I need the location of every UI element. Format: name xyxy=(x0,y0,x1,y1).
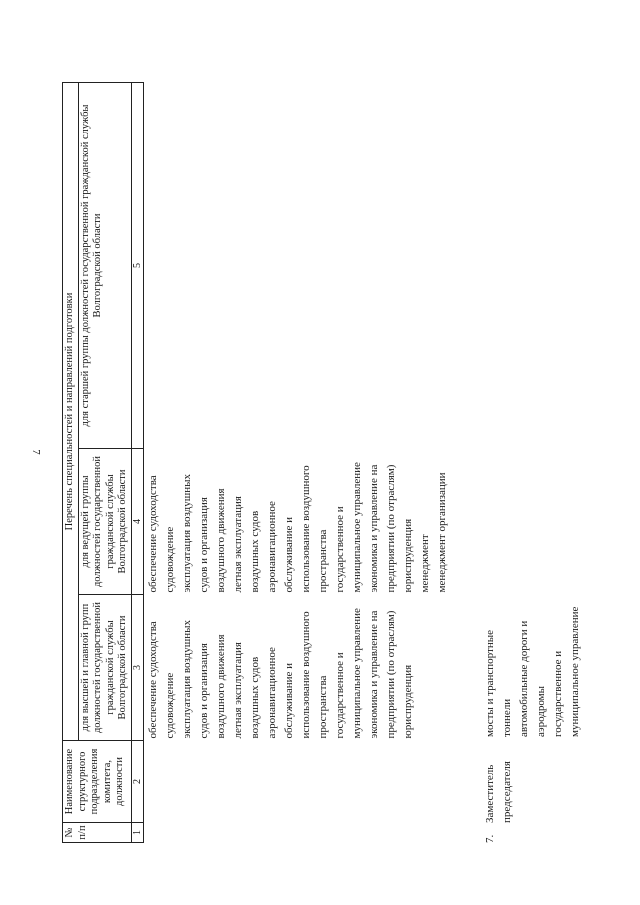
header-highest-group: для высшей и главной групп должностей государственной гражданской службы Волгоградской области xyxy=(78,595,131,741)
list-item: воздушного движения xyxy=(214,634,227,739)
list-item: воздушных судов xyxy=(248,510,261,593)
list-item: использование воздушного xyxy=(299,465,312,593)
column-number: 1 xyxy=(131,823,143,843)
list-item: государственное и xyxy=(333,652,346,739)
header-number: № п/п xyxy=(63,823,132,843)
column-number-row xyxy=(131,83,143,843)
list-item: государственное и xyxy=(552,650,564,737)
list-item: предприятии (по отраслям) xyxy=(384,464,397,593)
page-number: 7 xyxy=(29,449,42,455)
header-leading-group: для ведущей группы должностей государственной гражданской службы Волгоградской области xyxy=(78,449,131,595)
list-item: автомобильные дороги и xyxy=(518,620,530,737)
column-number: 5 xyxy=(131,83,143,449)
list-item: государственное и xyxy=(333,506,346,593)
list-item: обслуживание и xyxy=(282,516,295,593)
list-item: обслуживание и xyxy=(282,662,295,739)
list-item: летная эксплуатация xyxy=(231,642,244,739)
list-item: эксплуатация воздушных xyxy=(180,619,193,739)
table-row xyxy=(143,83,452,843)
column-number: 3 xyxy=(131,595,143,741)
specialties-table xyxy=(62,82,452,843)
senior-group-specialties xyxy=(143,83,452,449)
rotated-page-content xyxy=(62,63,582,843)
list-item: муниципальное управление xyxy=(569,606,581,737)
list-item: пространства xyxy=(316,529,329,593)
list-item: использование воздушного xyxy=(299,611,312,739)
list-item: экономика и управление на xyxy=(367,610,380,739)
list-item: мосты и транспортные xyxy=(484,629,496,737)
list-item: юриспруденция xyxy=(401,664,414,739)
list-item: судовождение xyxy=(163,526,176,593)
header-senior-group: для старшей группы должностей государственной гражданской службы Волгоградской области xyxy=(78,83,131,449)
list-item: менеджмент xyxy=(418,534,431,593)
list-item: эксплуатация воздушных xyxy=(180,473,193,593)
list-item: муниципальное управление xyxy=(350,608,363,739)
list-item: судов и организация xyxy=(197,643,210,739)
highest-group-specialties xyxy=(143,595,452,741)
list-item: тоннели xyxy=(501,698,513,737)
list-item: летная эксплуатация xyxy=(231,496,244,593)
list-item: аэронавигационное xyxy=(265,501,278,593)
header-subdivision-name: Наименование структурного подразделения комитета, должности xyxy=(63,741,132,823)
column-number: 4 xyxy=(131,449,143,595)
list-item: воздушного движения xyxy=(214,488,227,593)
list-item: аэронавигационное xyxy=(265,647,278,739)
list-item: юриспруденция xyxy=(401,518,414,593)
leading-group-specialties xyxy=(143,449,452,595)
list-item: обеспечение судоходства xyxy=(146,621,159,739)
list-item: предприятии (по отраслям) xyxy=(384,610,397,739)
list-item: аэродромы xyxy=(535,685,547,737)
column-number: 2 xyxy=(131,741,143,823)
list-item: пространства xyxy=(316,675,329,739)
list-item: муниципальное управление xyxy=(350,462,363,593)
list-item: обеспечение судоходства xyxy=(146,475,159,593)
header-specialties-group: Перечень специальностей и направлений подготовки xyxy=(63,83,79,741)
list-item: судовождение xyxy=(163,672,176,739)
list-item: воздушных судов xyxy=(248,656,261,739)
list-item: судов и организация xyxy=(197,497,210,593)
position-name: Заместитель председателя xyxy=(484,761,513,823)
item-number: 7. xyxy=(484,834,496,843)
list-item: экономика и управление на xyxy=(367,464,380,593)
list-item: менеджмент организации xyxy=(435,472,448,593)
item-7-specialties xyxy=(482,607,584,737)
